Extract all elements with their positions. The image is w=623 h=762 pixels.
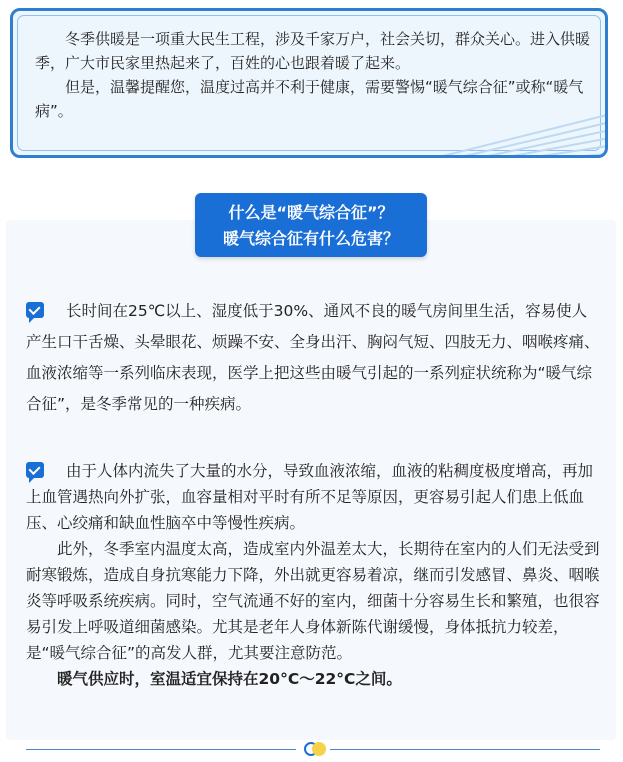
title-line-2: 暖气综合征有什么危害？ (222, 229, 399, 248)
section-2-paragraph-1 (26, 458, 600, 536)
yellow-dot-icon (312, 742, 326, 756)
intro-paragraph-2: 但是，温馨提醒您，温度过高并不利于健康，需要警惕“暖气综合征”或称“暖气病”。 (35, 78, 584, 120)
section-2-recommendation: 暖气供应时，室温适宜保持在20°C～22°C之间。 (57, 670, 402, 688)
section-1-text: 长时间在25℃以上、湿度低于30%、通风不良的暖气房间里生活，容易使人产生口干舌燥、头晕眼花、烦躁不安、全身出汗、胸闷气短、四肢无力、咽喉疼痛、血液浓缩等一系列临床表现，医学上把这些由暖气引起的一系列症状统称为“暖气综合征”，是冬季常见的一种疾病。 (26, 302, 600, 413)
section-1 (26, 296, 600, 420)
divider-line-left (26, 749, 296, 750)
title-line-1: 什么是“暖气综合征”？ (228, 203, 394, 222)
section-2-text-1: 由于人体内流失了大量的水分，导致血液浓缩，血液的粘稠度极度增高，再加上血管遇热向外扩张，血容量相对平时有所不足等原因，更容易引起人们患上低血压、心绞痛和缺血性脑卒中等慢性疾病。 (26, 462, 594, 532)
intro-box (10, 8, 608, 158)
section-2-paragraph-2: 此外，冬季室内温度太高，造成室内外温差太大，长期待在室内的人们无法受到耐寒锻炼，造成自身抗寒能力下降，外出就更容易着凉，继而引发感冒、鼻炎、咽喉炎等呼吸系统疾病。同时，空气流通不好的室内，细菌十分容易生长和繁殖，也很容易引发上呼吸道细菌感染。尤其是老年人身体新陈代谢缓慢，身体抵抗力较差，是“暖气综合征”的高发人群，尤其要注意防范。 (26, 540, 600, 662)
divider-line-right (330, 749, 600, 750)
intro-text (35, 27, 595, 123)
section-2 (26, 458, 600, 692)
check-chat-icon (26, 302, 44, 318)
footer-divider (26, 742, 600, 758)
intro-paragraph-1: 冬季供暖是一项重大民生工程，涉及千家万户，社会关切，群众关心。进入供暖季，广大市民家里热起来了，百姓的心也跟着暖了起来。 (35, 30, 591, 72)
check-chat-icon (26, 462, 44, 478)
section-1-paragraph (26, 296, 600, 420)
section-title-badge (195, 193, 427, 257)
